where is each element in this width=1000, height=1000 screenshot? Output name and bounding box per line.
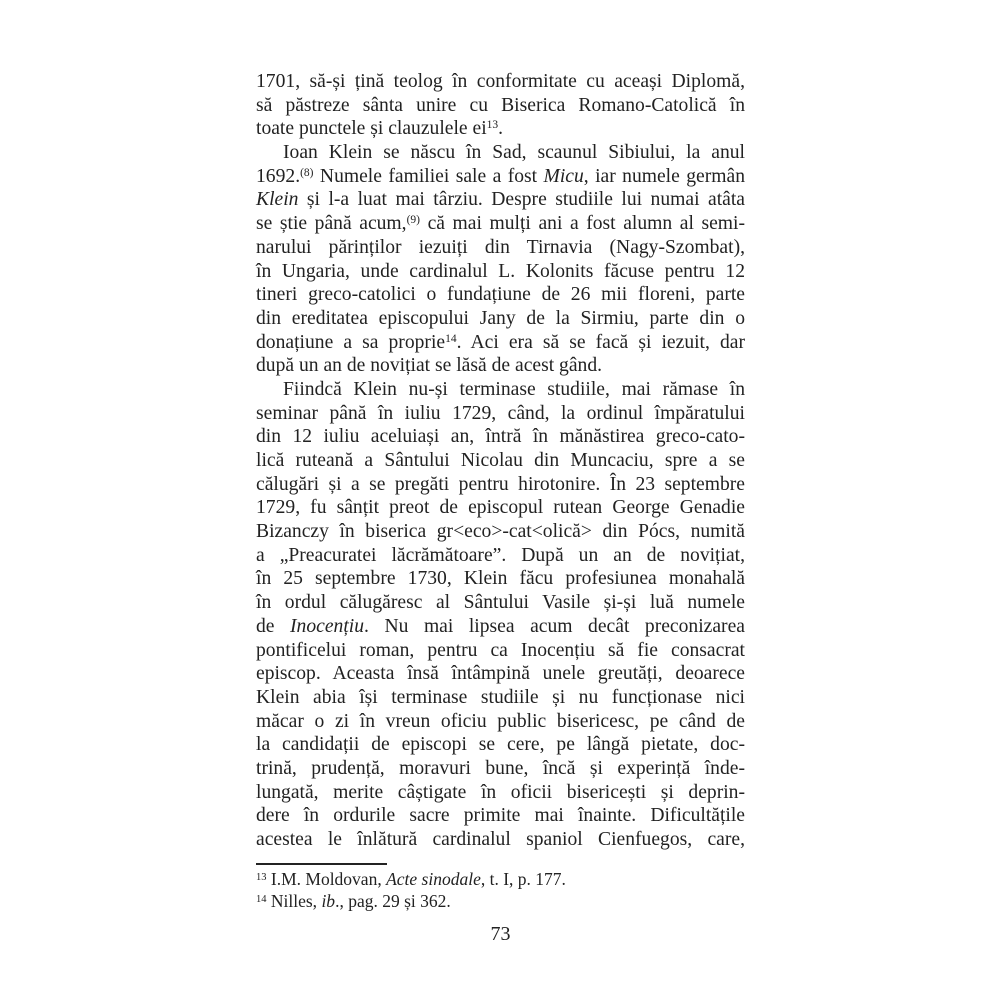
- text-segment: episcop. Aceasta însă întâmpină unele greutăți, deoarece: [256, 663, 745, 685]
- text-line: [256, 828, 745, 852]
- text-segment: Fiindcă Klein nu-și terminase studiile, mai rămase în: [283, 378, 745, 400]
- text-line: [256, 804, 745, 828]
- footnote-reference: (8): [300, 166, 314, 179]
- text-segment: în 25 septembre 1730, Klein făcu profesiunea monahală: [256, 568, 745, 590]
- page-number: 73: [490, 923, 511, 945]
- text-line: [256, 544, 745, 568]
- text-segment: Acte sinodale: [386, 869, 481, 889]
- text-segment: 1692.: [256, 165, 301, 187]
- footnotes: [256, 869, 745, 912]
- text-line: [256, 496, 745, 520]
- footnote-reference: 14: [256, 893, 267, 905]
- text-line: [256, 402, 745, 426]
- text-line: [256, 378, 745, 402]
- text-segment: Klein: [256, 189, 299, 211]
- text-segment: lică ruteană a Sântului Nicolau din Muncaciu, spre a se: [256, 450, 745, 471]
- text-segment: și l-a luat mai târziu. Despre studiile lui numai atâta: [298, 189, 745, 211]
- text-line: [256, 425, 745, 449]
- text-segment: . Aci era să se facă și iezuit, dar: [456, 331, 745, 353]
- footnote-reference: 13: [256, 872, 267, 883]
- text-segment: ., pag. 29 și 362.: [335, 890, 451, 911]
- text-line: [256, 212, 745, 236]
- text-segment: din ereditatea episcopului Jany de la Sirmiu, parte din o: [256, 307, 745, 329]
- text-segment: după un an de novițiat se lăsă de acest gând.: [256, 355, 603, 377]
- text-line: [256, 331, 745, 355]
- text-segment: donațiune a sa proprie: [256, 331, 446, 353]
- text-line: [256, 567, 745, 591]
- text-line: [256, 283, 745, 307]
- text-line: [256, 307, 745, 331]
- text-line: [256, 615, 745, 639]
- text-line: [256, 236, 745, 260]
- text-segment: tineri greco-catolici o fundațiune de 26 mii floreni, parte: [256, 284, 745, 306]
- text-segment: să păstreze sânta unire cu Biserica Romano-Catolică în: [256, 94, 745, 116]
- text-segment: 1729, fu sânțit preot de episcopul rutean George Genadie: [256, 497, 745, 519]
- text-segment: în Ungaria, unde cardinalul L. Kolonits făcuse pentru 12: [256, 260, 745, 282]
- text-segment: toate punctele și clauzulele ei: [256, 118, 487, 140]
- text-line: [256, 449, 745, 473]
- text-segment: . Nu mai lipsea acum decât preconizarea: [364, 615, 745, 637]
- text-segment: călugări și a se pregăti pentru hirotonire. În 23 septembre: [256, 473, 745, 495]
- text-line: [256, 639, 745, 663]
- text-segment: că mai mulți ani a fost alumn al semi-: [420, 213, 745, 235]
- text-line: [256, 117, 745, 141]
- text-segment: I.M. Moldovan,: [266, 869, 387, 889]
- text-line: [256, 188, 745, 212]
- text-segment: acestea le înlătură cardinalul spaniol Cienfuegos, care,: [256, 829, 745, 850]
- text-segment: Micu: [543, 165, 584, 187]
- text-line: [256, 662, 745, 686]
- text-line: [256, 686, 745, 710]
- text-line: [256, 757, 745, 781]
- text-segment: seminar până în iuliu 1729, când, la ordinul împăratului: [256, 402, 745, 424]
- text-line: [256, 354, 745, 378]
- footnote-reference: 14: [445, 332, 457, 345]
- text-segment: , t. I, p. 177.: [480, 869, 566, 889]
- footnote-reference: (9): [406, 214, 420, 227]
- text-line: [256, 473, 745, 497]
- text-segment: Nilles,: [266, 890, 322, 911]
- text-segment: din 12 iuliu aceluiași an, întră în mănăstirea greco-cato-: [256, 426, 745, 448]
- text-line: [256, 781, 745, 805]
- text-line: [256, 141, 745, 165]
- text-line: [256, 70, 745, 94]
- text-line: [256, 733, 745, 757]
- text-segment: la candidații de episcopi se cere, pe lângă pietate, doc-: [256, 734, 745, 756]
- text-segment: narului părinților iezuiți din Tirnavia (Nagy-Szombat),: [256, 236, 745, 258]
- text-segment: Bizanczy în biserica gr<eco>-cat<olică> din Pócs, numită: [256, 521, 745, 543]
- text-line: [256, 165, 745, 189]
- text-line: [256, 94, 745, 118]
- text-segment: 1701, să-și țină teolog în conformitate cu aceași Diplomă,: [256, 71, 745, 92]
- text-segment: măcar o zi în vreun oficiu public bisericesc, pe când de: [256, 710, 745, 732]
- text-segment: ib: [321, 890, 336, 911]
- footnote-separator: [256, 863, 387, 865]
- text-segment: dere în ordurile sacre primite mai înainte. Dificultățile: [256, 805, 745, 827]
- text-segment: lungată, merite câștigate în oficii bisericești și deprin-: [256, 781, 745, 803]
- text-segment: Klein abia își terminase studiile și nu funcționase nici: [256, 686, 745, 708]
- text-segment: , iar numele germân: [583, 165, 745, 187]
- footnote: [256, 891, 745, 913]
- text-line: [256, 591, 745, 615]
- text-segment: se știe până acum,: [256, 213, 407, 235]
- text-segment: de: [256, 615, 291, 637]
- text-segment: pontificelui roman, pentru ca Inocențiu să fie consacrat: [256, 639, 745, 661]
- text-segment: Ioan Klein se născu în Sad, scaunul Sibiului, la anul: [283, 142, 745, 164]
- footnote: [256, 869, 745, 891]
- text-segment: a „Preacuratei lăcrămătoare”. După un an de novițiat,: [256, 544, 745, 566]
- text-segment: în ordul călugăresc al Sântului Vasile și-și luă numele: [256, 592, 745, 614]
- footnote-reference: 13: [486, 119, 499, 132]
- text-segment: trină, prudență, moravuri bune, încă și experință înde-: [256, 757, 745, 779]
- text-segment: Numele familiei sale a fost: [313, 165, 544, 187]
- body-text: [256, 70, 745, 852]
- text-line: [256, 260, 745, 284]
- text-line: [256, 520, 745, 544]
- text-segment: Inocențiu: [290, 615, 365, 637]
- text-line: [256, 710, 745, 734]
- text-segment: .: [498, 118, 504, 140]
